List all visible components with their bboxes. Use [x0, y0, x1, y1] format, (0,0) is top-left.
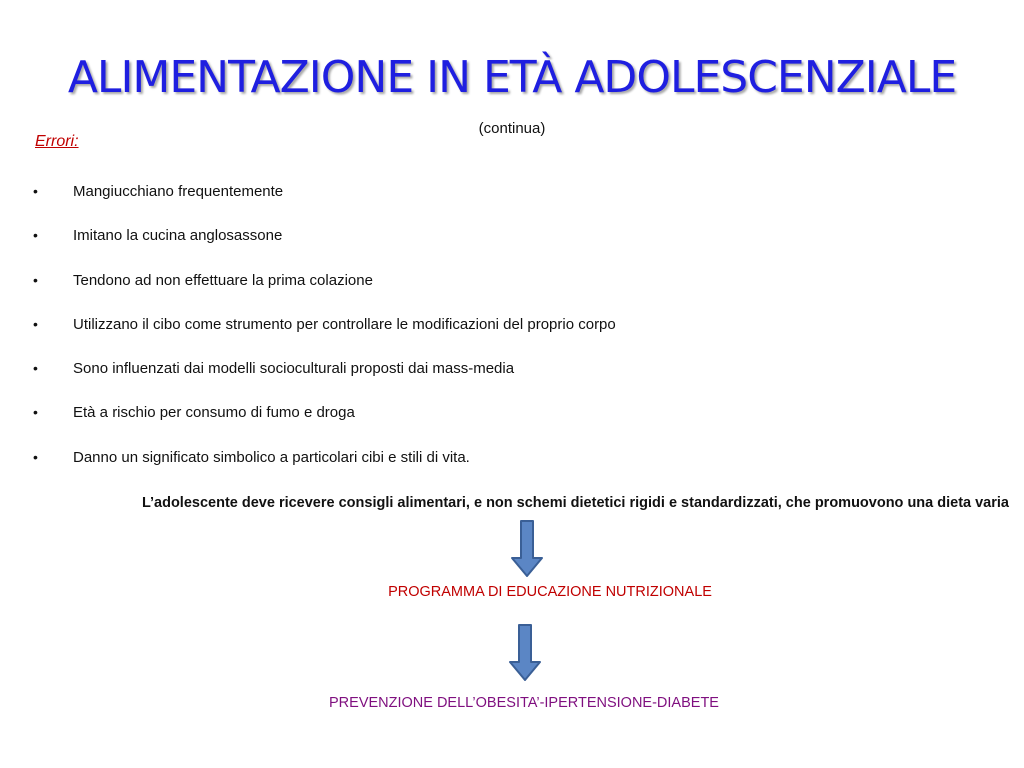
slide-title: ALIMENTAZIONE IN ETÀ ADOLESCENZIALE	[67, 52, 957, 103]
section-label-errori: Errori:	[35, 133, 79, 150]
prevenzione-heading: PREVENZIONE DELL’OBESITA’-IPERTENSIONE-DIABETE	[329, 695, 719, 711]
bullet-marker: •	[33, 183, 38, 199]
bullet-marker: •	[33, 315, 38, 332]
bullet-marker: •	[33, 271, 38, 288]
bullet-text: Età a rischio per consumo di fumo e droga	[73, 404, 355, 422]
bullet-text: Utilizzano il cibo come strumento per controllare le modificazioni del proprio corpo	[73, 315, 616, 333]
advice-text: L’adolescente deve ricevere consigli alimentari, e non schemi dietetici rigidi e standardizzati, che promuovono una dieta varia	[141, 495, 1009, 511]
arrow-down-icon	[510, 520, 544, 578]
bullet-marker: •	[33, 404, 38, 421]
bullet-marker: •	[33, 448, 38, 465]
programma-educazione-heading: PROGRAMMA DI EDUCAZIONE NUTRIZIONALE	[388, 584, 712, 600]
bullet-marker: •	[33, 227, 38, 244]
bullet-text: Imitano la cucina anglosassone	[73, 227, 283, 245]
bullet-text: Sono influenzati dai modelli socioculturali proposti dai mass-media	[73, 360, 515, 378]
slide-subtitle: (continua)	[478, 120, 546, 137]
bullet-text: Tendono ad non effettuare la prima colazione	[73, 271, 373, 289]
bullet-text: Danno un significato simbolico a particolari cibi e stili di vita.	[73, 448, 470, 466]
arrow-down-icon	[508, 624, 542, 682]
advice-statement	[0, 495, 1024, 511]
bullet-marker: •	[33, 360, 38, 377]
bullet-text: Mangiucchiano frequentemente	[73, 183, 284, 200]
